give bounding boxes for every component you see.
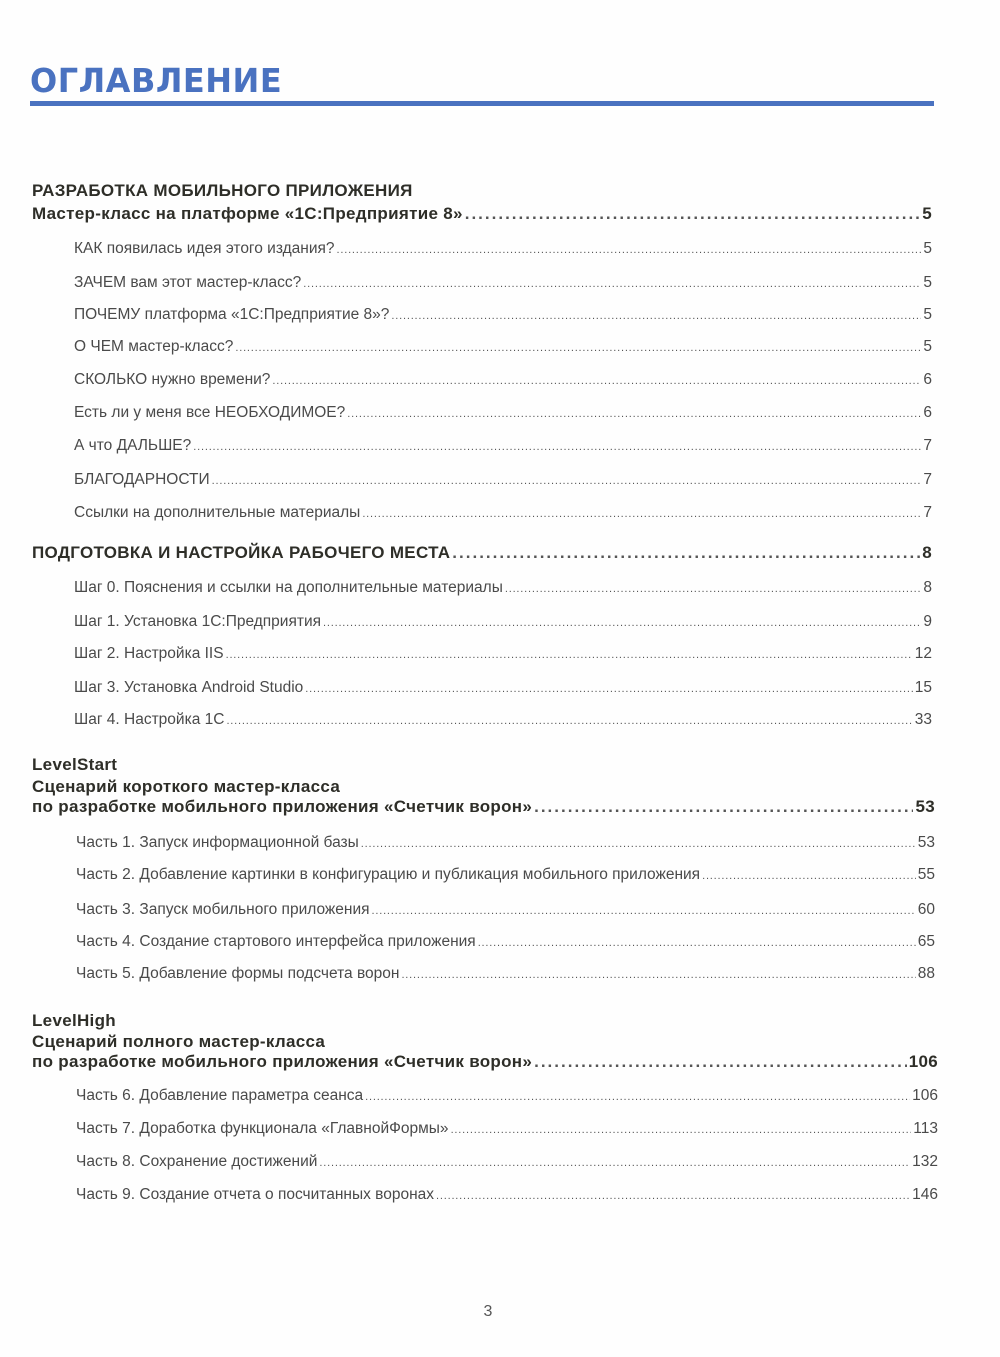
entry-title: Есть ли у меня все НЕОБХОДИМОЕ? <box>74 404 346 421</box>
leader-dots <box>465 204 921 224</box>
leader-dots <box>478 937 916 949</box>
page-ref: 5 <box>923 274 932 291</box>
leader-dots <box>505 583 922 595</box>
leader-dots <box>362 508 921 520</box>
entry-title: Часть 5. Добавление формы подсчета ворон <box>76 965 400 982</box>
page-ref: 7 <box>923 437 932 454</box>
leader-dots <box>226 649 913 661</box>
entry-title: Часть 8. Сохранение достижений <box>76 1153 318 1170</box>
page-ref: 7 <box>923 471 932 488</box>
page-ref: 7 <box>923 504 932 521</box>
entry-title: ПОЧЕМУ платформа «1С:Предприятие 8»? <box>74 306 390 323</box>
toc-entry[interactable] <box>76 901 935 919</box>
entry-title: СКОЛЬКО нужно времени? <box>74 371 271 388</box>
title-underline <box>30 101 934 106</box>
entry-title: Часть 3. Запуск мобильного приложения <box>76 901 370 918</box>
leader-dots <box>226 715 912 727</box>
leader-dots <box>451 1124 912 1136</box>
toc-entry[interactable] <box>76 965 935 983</box>
toc-entry[interactable] <box>74 338 932 356</box>
page-number: 3 <box>483 1303 493 1320</box>
leader-dots <box>347 408 921 420</box>
page-ref: 9 <box>923 613 932 630</box>
entry-title: Шаг 4. Настройка 1С <box>74 711 225 728</box>
section-heading: LevelHigh <box>32 1011 116 1030</box>
leader-dots <box>534 1052 907 1072</box>
toc-entry[interactable] <box>76 866 935 884</box>
leader-dots <box>272 375 921 387</box>
leader-dots <box>323 617 921 629</box>
entry-title: ЗАЧЕМ вам этот мастер-класс? <box>74 274 302 291</box>
leader-dots <box>337 244 922 256</box>
toc-entry[interactable] <box>74 504 932 522</box>
leader-dots <box>391 310 921 322</box>
entry-title: А что ДАЛЬШЕ? <box>74 437 192 454</box>
page-ref: 53 <box>917 834 935 851</box>
entry-title: ПОДГОТОВКА И НАСТРОЙКА РАБОЧЕГО МЕСТА <box>32 543 451 562</box>
page-ref: 60 <box>917 901 935 918</box>
section-heading: Сценарий короткого мастер-класса <box>32 777 341 796</box>
leader-dots <box>303 278 921 290</box>
entry-title: Мастер-класс на платформе «1С:Предприятие 8» <box>32 204 463 223</box>
page-ref: 5 <box>923 306 932 323</box>
toc-section-entry[interactable] <box>32 797 935 817</box>
leader-dots <box>235 342 921 354</box>
page-ref: 132 <box>912 1153 938 1170</box>
leader-dots <box>372 905 916 917</box>
leader-dots <box>401 969 915 981</box>
toc-entry[interactable] <box>74 471 932 489</box>
toc-entry[interactable] <box>76 1153 938 1171</box>
section-heading: Сценарий полного мастер-класса <box>32 1032 326 1051</box>
page-ref: 5 <box>923 240 932 257</box>
page-title: ОГЛАВЛЕНИЕ <box>30 61 283 101</box>
leader-dots <box>212 475 922 487</box>
entry-title: Ссылки на дополнительные материалы <box>74 504 361 521</box>
entry-title: Часть 4. Создание стартового интерфейса приложения <box>76 933 476 950</box>
toc-entry[interactable] <box>74 371 932 389</box>
page-ref: 55 <box>917 866 935 883</box>
toc-entry[interactable] <box>74 613 932 631</box>
entry-title: О ЧЕМ мастер-класс? <box>74 338 234 355</box>
entry-title: БЛАГОДАРНОСТИ <box>74 471 210 488</box>
entry-title: Шаг 0. Пояснения и ссылки на дополнительные материалы <box>74 579 503 596</box>
entry-title: Часть 7. Доработка функционала «ГлавнойФормы» <box>76 1120 449 1137</box>
page-ref: 8 <box>923 579 932 596</box>
page-ref: 88 <box>917 965 935 982</box>
entry-title: Шаг 3. Установка Android Studio <box>74 679 304 696</box>
leader-dots <box>305 683 912 695</box>
leader-dots <box>452 543 920 563</box>
toc-entry[interactable] <box>76 1087 938 1105</box>
entry-title: Часть 2. Добавление картинки в конфигурацию и публикация мобильного приложения <box>76 866 701 883</box>
entry-title: по разработке мобильного приложения «Счетчик ворон» <box>32 797 533 816</box>
toc-entry[interactable] <box>76 834 935 852</box>
toc-entry[interactable] <box>74 679 932 697</box>
page-ref: 5 <box>923 338 932 355</box>
section-heading: РАЗРАБОТКА МОБИЛЬНОГО ПРИЛОЖЕНИЯ <box>32 181 413 200</box>
leader-dots <box>534 797 913 817</box>
leader-dots <box>361 838 916 850</box>
leader-dots <box>702 870 916 882</box>
page-ref: 8 <box>922 543 932 562</box>
page-ref: 33 <box>914 711 932 728</box>
entry-title: Часть 6. Добавление параметра сеанса <box>76 1087 364 1104</box>
toc-entry[interactable] <box>74 306 932 324</box>
page-ref: 106 <box>912 1087 938 1104</box>
toc-entry[interactable] <box>74 274 932 292</box>
entry-title: КАК появилась идея этого издания? <box>74 240 335 257</box>
toc-section-entry[interactable] <box>32 543 932 563</box>
page-ref: 6 <box>923 404 932 421</box>
toc-section-entry[interactable] <box>32 1052 938 1072</box>
page-ref: 65 <box>917 933 935 950</box>
toc-section-entry[interactable] <box>32 204 932 224</box>
toc-entry[interactable] <box>76 933 935 951</box>
toc-entry[interactable] <box>74 240 932 258</box>
toc-entry[interactable] <box>74 404 932 422</box>
section-heading: LevelStart <box>32 755 118 774</box>
leader-dots <box>193 441 921 453</box>
leader-dots <box>436 1190 910 1202</box>
page-ref: 106 <box>908 1052 938 1071</box>
leader-dots <box>365 1091 910 1103</box>
entry-title: Часть 9. Создание отчета о посчитанных воронах <box>76 1186 435 1203</box>
toc-entry[interactable] <box>74 579 932 597</box>
toc-entry[interactable] <box>76 1186 938 1204</box>
toc-entry[interactable] <box>76 1120 938 1138</box>
toc-entry[interactable] <box>74 711 932 729</box>
page-ref: 12 <box>914 645 932 662</box>
toc-entry[interactable] <box>74 645 932 663</box>
entry-title: по разработке мобильного приложения «Счетчик ворон» <box>32 1052 533 1071</box>
page-ref: 5 <box>922 204 932 223</box>
page-ref: 53 <box>915 797 935 816</box>
entry-title: Часть 1. Запуск информационной базы <box>76 834 359 851</box>
page-ref: 113 <box>913 1120 938 1137</box>
entry-title: Шаг 1. Установка 1С:Предприятия <box>74 613 322 630</box>
toc-entry[interactable] <box>74 437 932 455</box>
page-ref: 146 <box>912 1186 938 1203</box>
page-ref: 6 <box>923 371 932 388</box>
leader-dots <box>319 1157 910 1169</box>
page-ref: 15 <box>914 679 932 696</box>
entry-title: Шаг 2. Настройка IIS <box>74 645 224 662</box>
